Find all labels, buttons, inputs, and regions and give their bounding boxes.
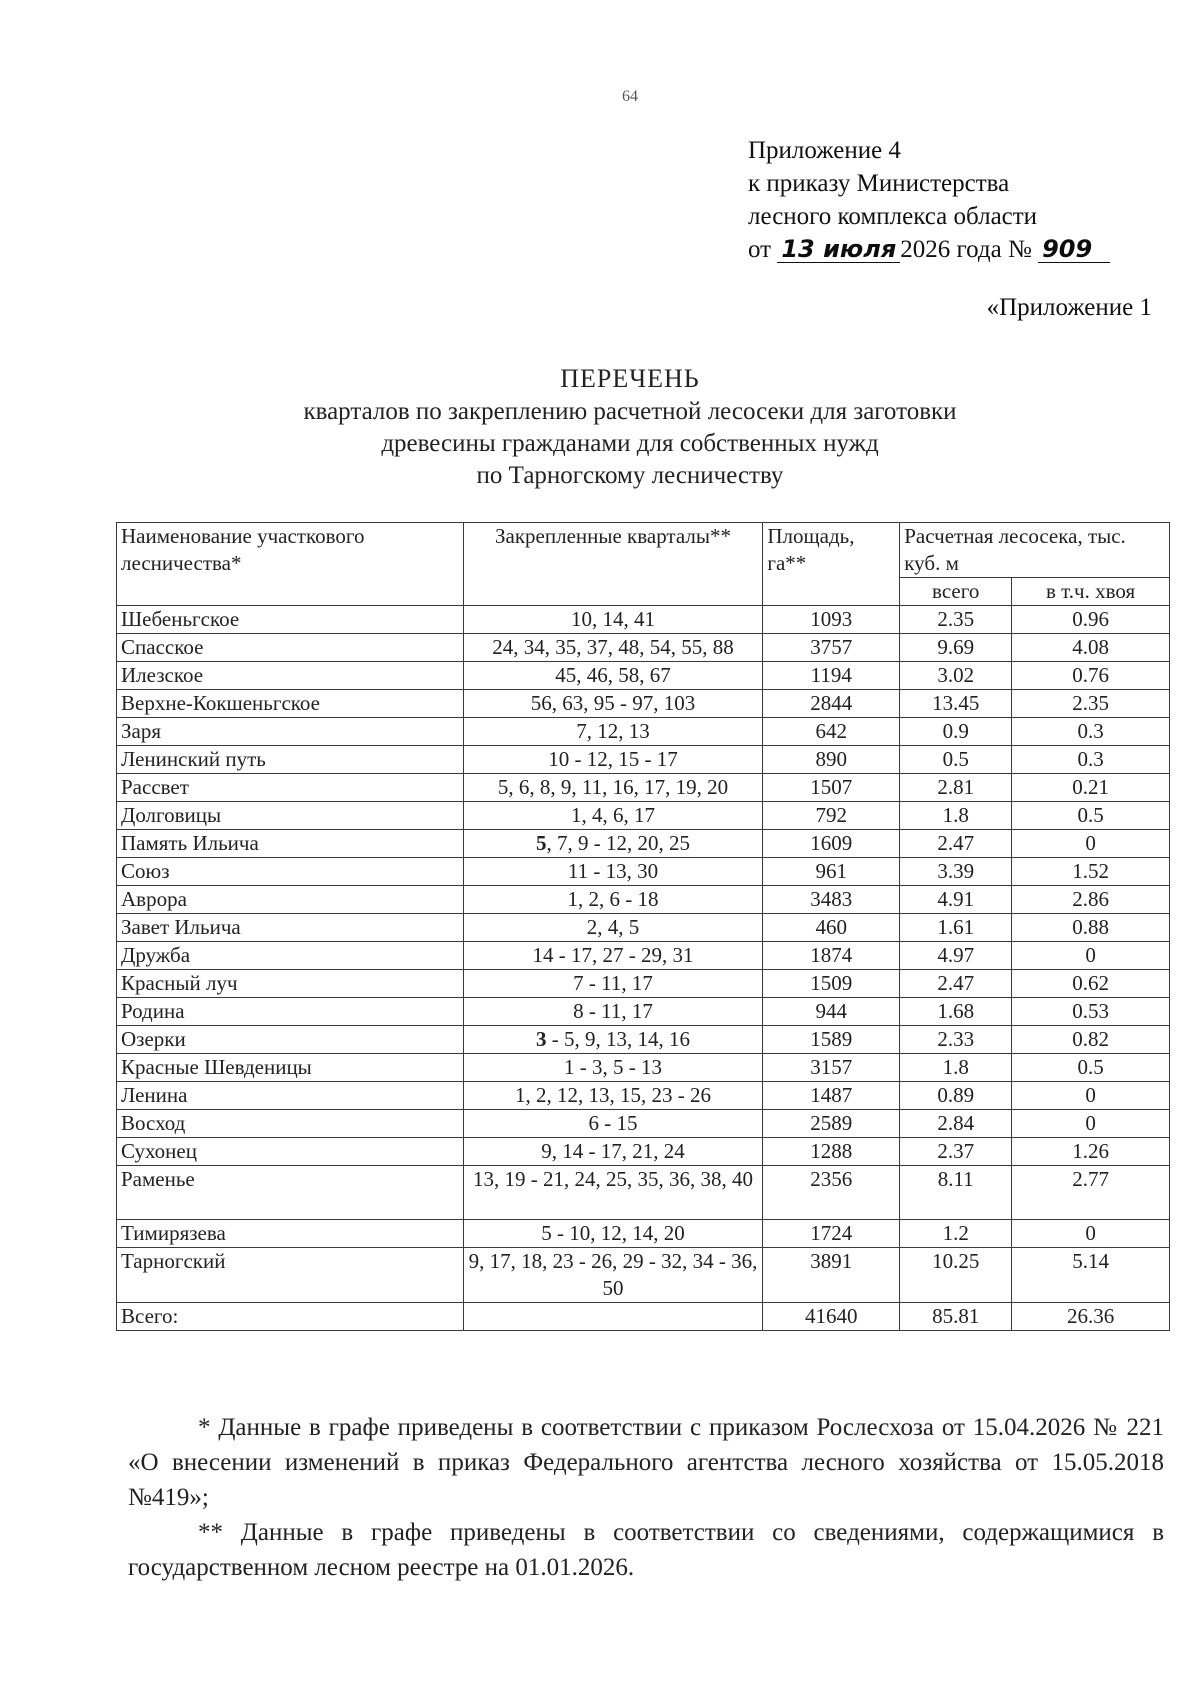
forestry-name-cell: Красный луч — [117, 970, 464, 998]
forestry-name-cell: Верхне-Кокшеньгское — [117, 690, 464, 718]
quarters-cell — [463, 1082, 763, 1110]
quarters-cell — [463, 1248, 763, 1303]
table-row — [117, 830, 1170, 858]
title-line-3: по Тарногскому лесничеству — [476, 462, 784, 489]
appendix-line-1: Приложение 4 — [748, 137, 901, 164]
table-row — [117, 998, 1170, 1026]
cut-conifer-cell: 0.3 — [1012, 746, 1170, 774]
appendix-date-line — [748, 233, 1110, 266]
quarters-text: 1, 2, 6 - 18 — [567, 887, 659, 911]
quarters-text: 56, 63, 95 - 97, 103 — [530, 691, 696, 715]
cut-conifer-cell: 0 — [1012, 1110, 1170, 1138]
quarters-cell — [463, 1054, 763, 1082]
forestry-name-cell: Ленина — [117, 1082, 464, 1110]
cut-conifer-cell: 2.86 — [1012, 886, 1170, 914]
total-row — [117, 1303, 1170, 1331]
forestry-name-cell: Заря — [117, 718, 464, 746]
cut-total-cell: 85.81 — [900, 1303, 1012, 1331]
quarters-cell — [463, 998, 763, 1026]
cut-total-cell: 0.9 — [900, 718, 1012, 746]
table-row — [117, 1138, 1170, 1166]
quarters-text: 45, 46, 58, 67 — [555, 663, 671, 687]
title-line-2: древесины гражданами для собственных нужд — [381, 430, 879, 457]
table-row — [117, 634, 1170, 662]
cut-conifer-cell: 2.77 — [1012, 1166, 1170, 1220]
cut-conifer-cell: 0 — [1012, 1082, 1170, 1110]
area-cell: 1589 — [763, 1026, 900, 1054]
cut-total-cell: 2.81 — [900, 774, 1012, 802]
cut-conifer-cell: 0.88 — [1012, 914, 1170, 942]
table-row — [117, 914, 1170, 942]
area-cell: 460 — [763, 914, 900, 942]
cut-conifer-cell: 1.52 — [1012, 858, 1170, 886]
quarters-text: 2, 4, 5 — [586, 915, 640, 939]
footnote-2: ** Данные в графе приведены в соответствии со сведениями, содержащимися в государственном лесном реестре на 01.01.2026. — [128, 1519, 1164, 1581]
quarters-cell — [463, 718, 763, 746]
forestry-name-cell: Озерки — [117, 1026, 464, 1054]
table-row — [117, 718, 1170, 746]
from-label: от — [748, 236, 772, 263]
cut-conifer-cell: 1.26 — [1012, 1138, 1170, 1166]
quarters-cell — [463, 746, 763, 774]
header-quarters: Закрепленные кварталы** — [463, 523, 763, 606]
quarters-text: 1, 2, 12, 13, 15, 23 - 26 — [514, 1083, 711, 1107]
table-row — [117, 886, 1170, 914]
quarters-cell — [463, 690, 763, 718]
quarters-cell — [463, 606, 763, 634]
handwritten-order-number: 909 — [1038, 236, 1110, 263]
cut-total-cell: 2.47 — [900, 970, 1012, 998]
cut-conifer-cell: 5.14 — [1012, 1248, 1170, 1303]
header-cut-volume: Расчетная лесосека, тыс. куб. м — [900, 523, 1170, 578]
quarters-cell — [463, 662, 763, 690]
quarters-text: 13, 19 - 21, 24, 25, 35, 36, 38, 40 — [472, 1167, 753, 1191]
table-row — [117, 970, 1170, 998]
cut-conifer-cell: 4.08 — [1012, 634, 1170, 662]
table-row — [117, 1220, 1170, 1248]
cut-conifer-cell: 0.62 — [1012, 970, 1170, 998]
forestry-name-cell: Завет Ильича — [117, 914, 464, 942]
quarters-cell — [463, 634, 763, 662]
cut-total-cell: 2.33 — [900, 1026, 1012, 1054]
cut-total-cell: 1.2 — [900, 1220, 1012, 1248]
header-forestry-name: Наименование участкового лесничества* — [117, 523, 464, 606]
quarters-cell — [463, 1220, 763, 1248]
cut-total-cell: 1.68 — [900, 998, 1012, 1026]
area-cell: 41640 — [763, 1303, 900, 1331]
quarters-text: 9, 17, 18, 23 - 26, 29 - 32, 34 - 36, 50 — [468, 1249, 758, 1300]
quarters-text: 1 - 3, 5 - 13 — [563, 1055, 662, 1079]
appendix-line-3: лесного комплекса области — [748, 203, 1038, 230]
forestry-name-cell: Тарногский — [117, 1248, 464, 1303]
header-area: Площадь, га** — [763, 523, 900, 606]
area-cell: 961 — [763, 858, 900, 886]
quarters-text: 11 - 13, 30 — [567, 859, 659, 883]
area-cell: 642 — [763, 718, 900, 746]
area-cell: 2844 — [763, 690, 900, 718]
table-row — [117, 1248, 1170, 1303]
quarters-text: 10, 14, 41 — [570, 607, 655, 631]
title-heading: ПЕРЕЧЕНЬ — [560, 364, 700, 393]
area-cell: 1194 — [763, 662, 900, 690]
quarters-text: 5 - 10, 12, 14, 20 — [541, 1221, 685, 1245]
quarters-text: 24, 34, 35, 37, 48, 54, 55, 88 — [492, 635, 734, 659]
forestry-name-cell: Илезское — [117, 662, 464, 690]
quarters-cell — [463, 914, 763, 942]
quarters-text: 6 - 15 — [588, 1111, 638, 1135]
table-row — [117, 802, 1170, 830]
cut-total-cell: 2.84 — [900, 1110, 1012, 1138]
quarters-cell — [463, 886, 763, 914]
cut-conifer-cell: 2.35 — [1012, 690, 1170, 718]
quarters-table — [116, 522, 1170, 1331]
forestry-name-cell: Родина — [117, 998, 464, 1026]
area-cell: 944 — [763, 998, 900, 1026]
quarters-text: 8 - 11, 17 — [573, 999, 653, 1023]
forestry-name-cell: Долговицы — [117, 802, 464, 830]
quarters-text: 10 - 12, 15 - 17 — [548, 747, 678, 771]
quarters-text: 14 - 17, 27 - 29, 31 — [532, 943, 694, 967]
forestry-name-cell: Спасское — [117, 634, 464, 662]
area-cell: 1724 — [763, 1220, 900, 1248]
area-cell: 1874 — [763, 942, 900, 970]
cut-total-cell: 3.02 — [900, 662, 1012, 690]
cut-conifer-cell: 26.36 — [1012, 1303, 1170, 1331]
page-number: 64 — [622, 88, 638, 105]
header-cut-total: всего — [900, 578, 1012, 606]
table-row — [117, 1082, 1170, 1110]
cut-total-cell: 0.5 — [900, 746, 1012, 774]
forestry-name-cell: Всего: — [117, 1303, 464, 1331]
quarters-text: - 5, 9, 13, 14, 16 — [546, 1027, 690, 1051]
table-row — [117, 774, 1170, 802]
cut-conifer-cell: 0 — [1012, 1220, 1170, 1248]
year-text: 2026 года № — [900, 236, 1032, 263]
area-cell: 1507 — [763, 774, 900, 802]
area-cell: 3483 — [763, 886, 900, 914]
forestry-name-cell: Раменье — [117, 1166, 464, 1220]
quarters-text: 7, 12, 13 — [576, 719, 650, 743]
appendix-header — [748, 134, 1110, 266]
cut-conifer-cell: 0.76 — [1012, 662, 1170, 690]
area-cell: 792 — [763, 802, 900, 830]
cut-conifer-cell: 0.53 — [1012, 998, 1170, 1026]
quarters-text: 7 - 11, 17 — [573, 971, 653, 995]
footnote-1: * Данные в графе приведены в соответствии с приказом Рослесхоза от 15.04.2026 № 221 «О внесении изменений в приказ Федерального агентства лесного хозяйства от 15.05.2018 №419»; — [128, 1414, 1164, 1511]
appendix-line-2: к приказу Министерства — [748, 170, 1010, 197]
table-row — [117, 1054, 1170, 1082]
forestry-name-cell: Восход — [117, 1110, 464, 1138]
annex-reference: «Приложение 1 — [986, 294, 1152, 321]
table-row — [117, 1110, 1170, 1138]
forestry-name-cell: Шебеньгское — [117, 606, 464, 634]
cut-total-cell: 0.89 — [900, 1082, 1012, 1110]
table-row — [117, 746, 1170, 774]
table-body — [117, 606, 1170, 1331]
cut-total-cell: 1.8 — [900, 802, 1012, 830]
cut-total-cell: 3.39 — [900, 858, 1012, 886]
cut-total-cell: 1.61 — [900, 914, 1012, 942]
cut-conifer-cell: 0 — [1012, 830, 1170, 858]
title-line-1: кварталов по закреплению расчетной лесосеки для заготовки — [303, 398, 957, 425]
cut-conifer-cell: 0.82 — [1012, 1026, 1170, 1054]
cut-total-cell: 1.8 — [900, 1054, 1012, 1082]
quarters-cell — [463, 1166, 763, 1220]
cut-conifer-cell: 0.96 — [1012, 606, 1170, 634]
quarters-cell — [463, 1303, 763, 1331]
quarters-cell — [463, 774, 763, 802]
forestry-name-cell: Память Ильича — [117, 830, 464, 858]
quarters-bold-number: 3 — [535, 1027, 547, 1051]
area-cell: 890 — [763, 746, 900, 774]
area-cell: 3157 — [763, 1054, 900, 1082]
forestry-name-cell: Союз — [117, 858, 464, 886]
area-cell: 2589 — [763, 1110, 900, 1138]
cut-total-cell: 4.91 — [900, 886, 1012, 914]
quarters-bold-number: 5 — [535, 831, 547, 855]
table-row — [117, 662, 1170, 690]
quarters-cell — [463, 802, 763, 830]
table-row — [117, 858, 1170, 886]
cut-total-cell: 9.69 — [900, 634, 1012, 662]
quarters-cell — [463, 970, 763, 998]
forestry-name-cell: Красные Шевденицы — [117, 1054, 464, 1082]
forestry-name-cell: Рассвет — [117, 774, 464, 802]
forestry-name-cell: Сухонец — [117, 1138, 464, 1166]
quarters-cell — [463, 942, 763, 970]
quarters-cell — [463, 1110, 763, 1138]
quarters-text: 1, 4, 6, 17 — [570, 803, 655, 827]
cut-total-cell: 13.45 — [900, 690, 1012, 718]
quarters-text: 5, 6, 8, 9, 11, 16, 17, 19, 20 — [497, 775, 729, 799]
table-row — [117, 606, 1170, 634]
table-row — [117, 1166, 1170, 1220]
header-cut-conifer: в т.ч. хвоя — [1012, 578, 1170, 606]
cut-conifer-cell: 0.5 — [1012, 1054, 1170, 1082]
area-cell: 2356 — [763, 1166, 900, 1220]
area-cell: 1288 — [763, 1138, 900, 1166]
cut-total-cell: 2.35 — [900, 606, 1012, 634]
forestry-name-cell: Аврора — [117, 886, 464, 914]
forestry-name-cell: Тимирязева — [117, 1220, 464, 1248]
table-row — [117, 690, 1170, 718]
area-cell: 3891 — [763, 1248, 900, 1303]
cut-conifer-cell: 0.3 — [1012, 718, 1170, 746]
forestry-name-cell: Дружба — [117, 942, 464, 970]
cut-conifer-cell: 0.21 — [1012, 774, 1170, 802]
quarters-cell — [463, 830, 763, 858]
cut-conifer-cell: 0.5 — [1012, 802, 1170, 830]
cut-conifer-cell: 0 — [1012, 942, 1170, 970]
area-cell: 3757 — [763, 634, 900, 662]
cut-total-cell: 8.11 — [900, 1166, 1012, 1220]
document-title — [100, 362, 1160, 492]
quarters-text: , 7, 9 - 12, 20, 25 — [546, 831, 690, 855]
area-cell: 1509 — [763, 970, 900, 998]
area-cell: 1093 — [763, 606, 900, 634]
area-cell: 1487 — [763, 1082, 900, 1110]
table-row — [117, 1026, 1170, 1054]
footnotes — [128, 1410, 1164, 1585]
area-cell: 1609 — [763, 830, 900, 858]
quarters-text: 9, 14 - 17, 21, 24 — [541, 1139, 685, 1163]
quarters-cell — [463, 1026, 763, 1054]
cut-total-cell: 10.25 — [900, 1248, 1012, 1303]
cut-total-cell: 4.97 — [900, 942, 1012, 970]
forestry-name-cell: Ленинский путь — [117, 746, 464, 774]
quarters-cell — [463, 1138, 763, 1166]
cut-total-cell: 2.47 — [900, 830, 1012, 858]
cut-total-cell: 2.37 — [900, 1138, 1012, 1166]
quarters-cell — [463, 858, 763, 886]
table-row — [117, 942, 1170, 970]
handwritten-date: 13 июля — [777, 236, 900, 263]
